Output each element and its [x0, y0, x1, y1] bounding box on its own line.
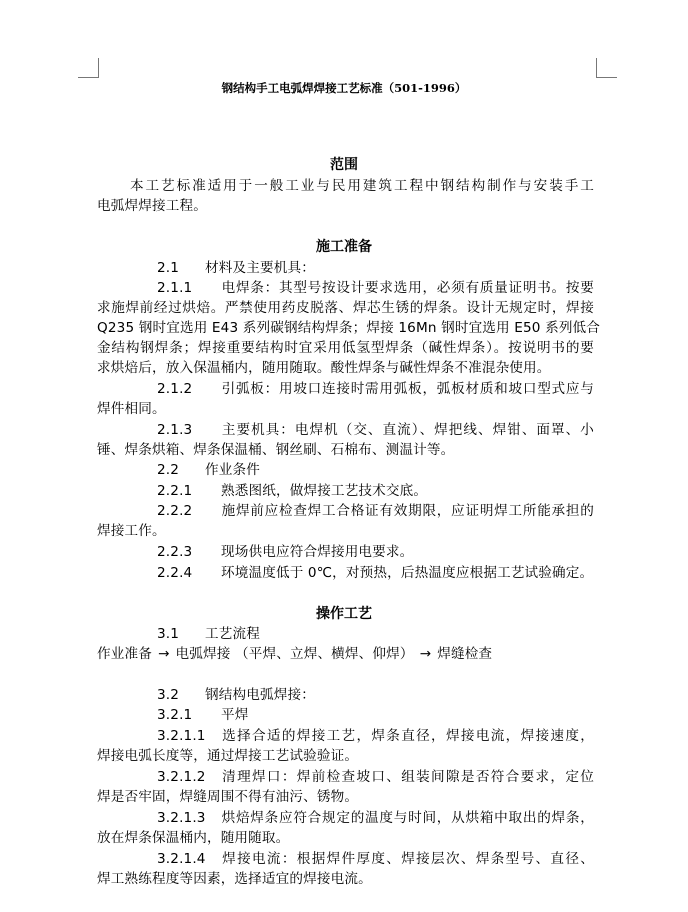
flow-arrow-icon: →	[419, 646, 432, 662]
crop-mark-top-left-vertical	[98, 58, 99, 78]
document-title: 钢结构手工电弧焊焊接工艺标准（501-1996）	[221, 81, 467, 95]
item-2-1-2-line-2: 焊件相同。	[97, 401, 166, 417]
item-3-2-1-3-line-2: 放在焊条保温桶内，随用随取。	[97, 830, 290, 846]
item-text: 选择合适的焊接工艺，焊条直径，焊接电流，焊接速度，	[221, 728, 594, 744]
item-3-2-1-3-line-1	[157, 808, 594, 828]
item-2-1-2-line-1	[157, 379, 594, 399]
item-text: 熟悉图纸，做焊接工艺技术交底。	[221, 483, 428, 499]
crop-mark-top-left-horizontal	[78, 77, 99, 78]
item-2-1-3-line-1	[157, 420, 594, 440]
item-text: 电焊条：其型号按设计要求选用，必须有质量证明书。按要	[221, 280, 594, 296]
item-number: 2.2.4	[157, 565, 193, 581]
item-text: 现场供电应符合焊接用电要求。	[221, 544, 414, 560]
item-2-1-1-line-4: 金结构钢焊条；焊接重要结构时宜采用低氢型焊条（碱性焊条）。按说明书的要	[97, 340, 594, 356]
item-number: 2.2.2	[157, 503, 193, 519]
item-2-1	[157, 258, 594, 278]
item-3-2-1	[157, 705, 594, 725]
item-3-2-1-4-line-1	[157, 849, 594, 869]
flow-step-inspect: 焊缝检查	[437, 646, 493, 662]
flow-arrow-icon: →	[157, 646, 170, 662]
item-number: 2.1.3	[157, 422, 193, 438]
item-number: 3.2	[157, 687, 180, 703]
item-2-2-4	[157, 563, 594, 583]
item-3-1	[157, 624, 594, 644]
item-2-1-1-line-2: 求施焊前经过烘焙。严禁使用药皮脱落、焊芯生锈的焊条。设计无规定时，焊接	[97, 300, 594, 316]
item-text: 引弧板：用坡口连接时需用弧板，弧板材质和坡口型式应与	[221, 381, 594, 397]
item-number: 3.2.1.2	[157, 769, 206, 785]
scope-line-1: 本工艺标准适用于一般工业与民用建筑工程中钢结构制作与安装手工	[130, 178, 594, 194]
item-text: 清理焊口：焊前检查坡口、组装间隙是否符合要求，定位	[221, 769, 594, 785]
item-3-2-1-1-line-2: 焊接电弧长度等，通过焊接工艺试验验证。	[97, 748, 359, 764]
item-2-2-2-line-2: 焊接工作。	[97, 523, 166, 539]
item-text: 施焊前应检查焊工合格证有效期限，应证明焊工所能承担的	[221, 503, 594, 519]
item-number: 2.1.1	[157, 280, 193, 296]
item-3-2-1-2-line-1	[157, 767, 594, 787]
crop-mark-top-right-vertical	[596, 58, 597, 78]
item-text: 烘焙焊条应符合规定的温度与时间，从烘箱中取出的焊条，	[221, 810, 594, 826]
heading-prep: 施工准备	[316, 239, 372, 255]
item-number: 2.2.1	[157, 483, 193, 499]
process-flow	[97, 644, 594, 664]
heading-process: 操作工艺	[316, 606, 372, 622]
item-number: 3.2.1.4	[157, 851, 206, 867]
item-number: 2.2.3	[157, 544, 193, 560]
item-text: 工艺流程	[205, 626, 260, 642]
item-3-2-1-2-line-2: 焊是否牢固，焊缝周围不得有油污、锈物。	[97, 789, 359, 805]
item-2-1-1-line-1	[157, 278, 594, 298]
flow-step-welding: 电弧焊接 （平焊、立焊、横焊、仰焊）	[175, 646, 414, 662]
item-number: 3.1	[157, 626, 180, 642]
item-2-2-1	[157, 481, 594, 501]
item-number: 3.2.1.1	[157, 728, 206, 744]
scope-line-2: 电弧焊焊接工程。	[97, 198, 207, 214]
item-2-2-3	[157, 542, 594, 562]
item-number: 3.2.1	[157, 707, 193, 723]
flow-step-prepare: 作业准备	[97, 646, 152, 662]
item-2-2-2-line-1	[157, 501, 594, 521]
item-number: 2.1	[157, 260, 180, 276]
item-text: 环境温度低于 0℃，对预热，后热温度应根据工艺试验确定。	[221, 565, 594, 581]
crop-mark-top-right-horizontal	[596, 77, 617, 78]
item-3-2-1-4-line-2: 焊工熟练程度等因素，选择适宜的焊接电流。	[97, 871, 372, 887]
item-number: 2.2	[157, 462, 180, 478]
item-text: 焊接电流：根据焊件厚度、焊接层次、焊条型号、直径、	[221, 851, 594, 867]
item-3-2	[157, 685, 594, 705]
item-3-2-1-1-line-1	[157, 726, 594, 746]
item-text: 材料及主要机具：	[205, 260, 315, 276]
item-number: 3.2.1.3	[157, 810, 206, 826]
item-text: 作业条件	[205, 462, 260, 478]
item-text: 主要机具：电焊机（交、直流）、焊把线、焊钳、面罩、小	[221, 422, 594, 438]
item-2-1-1-line-3: Q235 钢时宜选用 E43 系列碳钢结构焊条；焊接 16Mn 钢时宜选用 E50 系列低合	[97, 320, 601, 336]
heading-scope: 范围	[330, 157, 358, 173]
item-2-1-1-line-5: 求烘焙后，放入保温桶内，随用随取。酸性焊条与碱性焊条不准混杂使用。	[97, 360, 551, 376]
item-text: 平焊	[221, 707, 249, 723]
item-number: 2.1.2	[157, 381, 193, 397]
item-2-1-3-line-2: 锤、焊条烘箱、焊条保温桶、钢丝刷、石棉布、测温计等。	[97, 442, 455, 458]
item-text: 钢结构电弧焊接：	[205, 687, 315, 703]
item-2-2	[157, 460, 594, 480]
